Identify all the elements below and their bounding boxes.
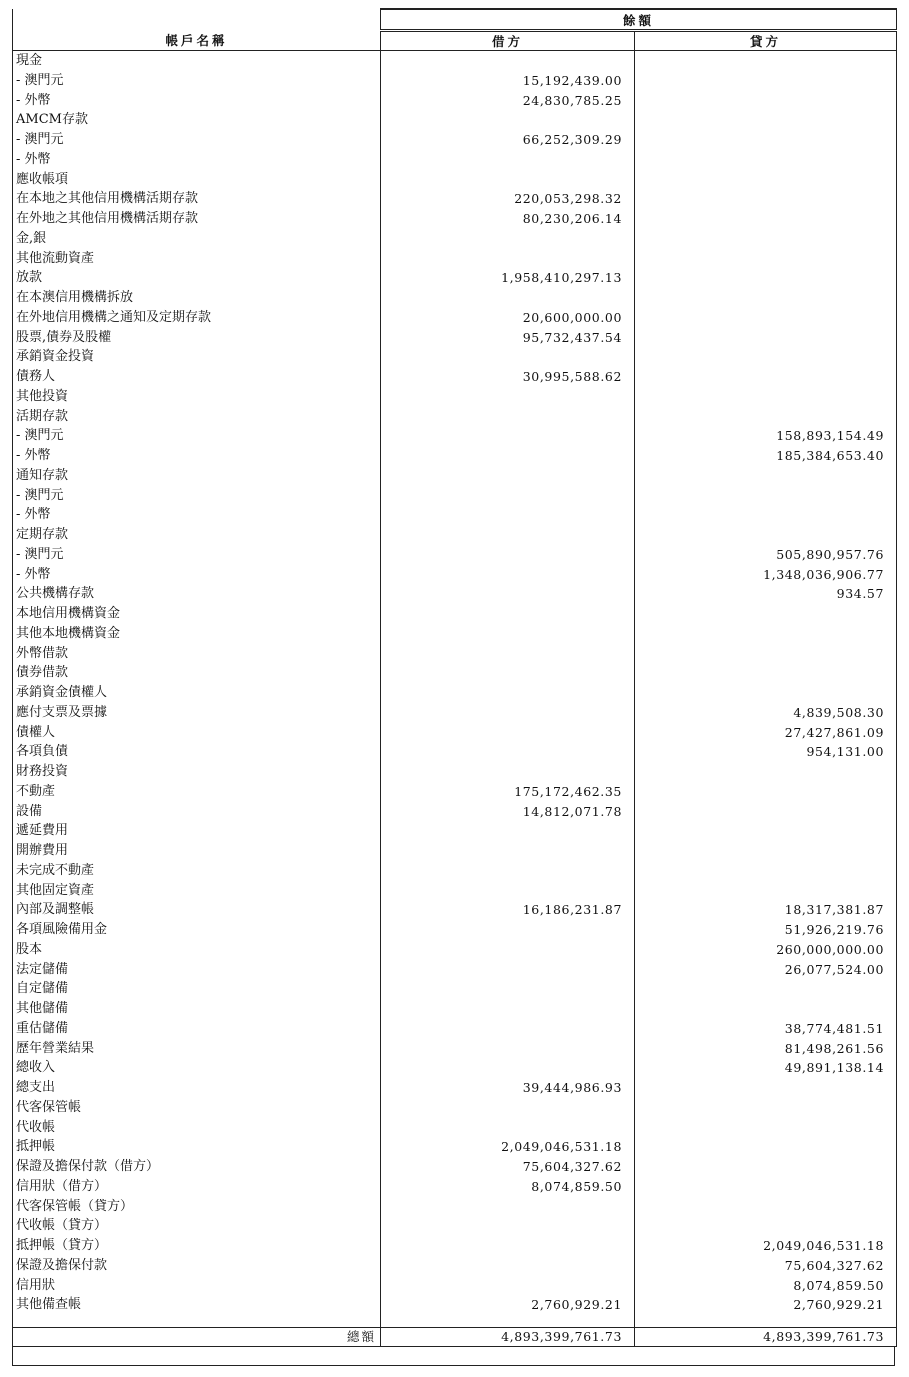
account-name: 各項風險備用金 <box>13 920 381 940</box>
credit-amount <box>635 407 897 427</box>
debit-amount: 1,958,410,297.13 <box>381 268 635 288</box>
debit-amount: 95,732,437.54 <box>381 328 635 348</box>
account-row <box>13 288 897 308</box>
credit-amount <box>635 130 897 150</box>
debit-amount <box>381 1058 635 1078</box>
credit-amount <box>635 189 897 209</box>
account-name: 不動產 <box>13 782 381 802</box>
credit-amount <box>635 1177 897 1197</box>
account-name: 總收入 <box>13 1058 381 1078</box>
debit-amount <box>381 1276 635 1296</box>
credit-amount <box>635 347 897 367</box>
account-name: 開辦費用 <box>13 841 381 861</box>
account-row <box>13 762 897 782</box>
account-row <box>13 1137 897 1157</box>
account-row <box>13 1118 897 1138</box>
account-row <box>13 130 897 150</box>
account-name-header: 帳戶名稱 <box>13 31 381 51</box>
account-name: 放款 <box>13 268 381 288</box>
credit-amount <box>635 999 897 1019</box>
credit-amount <box>635 1098 897 1118</box>
account-name: 股本 <box>13 940 381 960</box>
account-row <box>13 189 897 209</box>
account-row <box>13 979 897 999</box>
account-row <box>13 91 897 111</box>
total-label: 總額 <box>13 1328 381 1347</box>
account-row <box>13 663 897 683</box>
credit-amount <box>635 367 897 387</box>
credit-amount: 75,604,327.62 <box>635 1256 897 1276</box>
account-row <box>13 545 897 565</box>
account-row <box>13 1039 897 1059</box>
spacer-cell <box>13 1315 381 1328</box>
credit-amount <box>635 249 897 269</box>
debit-amount <box>381 762 635 782</box>
credit-amount <box>635 644 897 664</box>
account-row <box>13 110 897 130</box>
debit-amount <box>381 347 635 367</box>
debit-amount <box>381 1256 635 1276</box>
debit-amount <box>381 525 635 545</box>
credit-amount <box>635 229 897 249</box>
debit-amount <box>381 426 635 446</box>
credit-amount: 1,348,036,906.77 <box>635 565 897 585</box>
credit-amount: 260,000,000.00 <box>635 940 897 960</box>
balance-header: 餘額 <box>381 9 897 31</box>
credit-amount <box>635 268 897 288</box>
credit-amount <box>635 110 897 130</box>
debit-amount: 75,604,327.62 <box>381 1157 635 1177</box>
account-row <box>13 881 897 901</box>
account-row <box>13 742 897 762</box>
credit-amount: 934.57 <box>635 584 897 604</box>
debit-amount <box>381 505 635 525</box>
account-row <box>13 565 897 585</box>
account-row <box>13 604 897 624</box>
debit-amount: 39,444,986.93 <box>381 1078 635 1098</box>
account-row <box>13 841 897 861</box>
account-row <box>13 229 897 249</box>
account-name: 承銷資金投資 <box>13 347 381 367</box>
account-name: 保證及擔保付款 <box>13 1256 381 1276</box>
account-row <box>13 644 897 664</box>
debit-amount <box>381 861 635 881</box>
account-row <box>13 900 897 920</box>
account-name: 保證及擔保付款（借方） <box>13 1157 381 1177</box>
credit-amount <box>635 624 897 644</box>
account-row <box>13 387 897 407</box>
account-name: 金,銀 <box>13 229 381 249</box>
debit-amount <box>381 110 635 130</box>
credit-amount <box>635 525 897 545</box>
debit-amount <box>381 920 635 940</box>
account-name: 未完成不動產 <box>13 861 381 881</box>
credit-amount <box>635 821 897 841</box>
account-row <box>13 723 897 743</box>
account-row <box>13 1098 897 1118</box>
account-name: 債務人 <box>13 367 381 387</box>
credit-amount: 18,317,381.87 <box>635 900 897 920</box>
account-name: 各項負債 <box>13 742 381 762</box>
credit-amount: 26,077,524.00 <box>635 960 897 980</box>
credit-amount: 49,891,138.14 <box>635 1058 897 1078</box>
account-name: 抵押帳 <box>13 1137 381 1157</box>
account-row <box>13 1078 897 1098</box>
account-row <box>13 51 897 71</box>
account-name: 股票,債券及股權 <box>13 328 381 348</box>
account-name: 公共機構存款 <box>13 584 381 604</box>
credit-amount: 38,774,481.51 <box>635 1019 897 1039</box>
account-name: 設備 <box>13 802 381 822</box>
credit-amount <box>635 387 897 407</box>
debit-amount <box>381 1118 635 1138</box>
debit-amount <box>381 584 635 604</box>
credit-amount <box>635 150 897 170</box>
account-row <box>13 367 897 387</box>
account-name: - 澳門元 <box>13 71 381 91</box>
debit-amount <box>381 1019 635 1039</box>
credit-amount: 2,760,929.21 <box>635 1295 897 1315</box>
debit-amount <box>381 742 635 762</box>
debit-amount: 16,186,231.87 <box>381 900 635 920</box>
account-name: - 外幣 <box>13 565 381 585</box>
account-row <box>13 170 897 190</box>
debit-amount <box>381 545 635 565</box>
account-name: 法定儲備 <box>13 960 381 980</box>
debit-amount <box>381 249 635 269</box>
account-row <box>13 466 897 486</box>
credit-amount <box>635 1197 897 1217</box>
debit-amount <box>381 1236 635 1256</box>
account-name: 歷年營業結果 <box>13 1039 381 1059</box>
credit-amount <box>635 308 897 328</box>
account-name: 外幣借款 <box>13 644 381 664</box>
account-row <box>13 703 897 723</box>
account-name: 通知存款 <box>13 466 381 486</box>
debit-amount: 80,230,206.14 <box>381 209 635 229</box>
account-row <box>13 1019 897 1039</box>
debit-amount <box>381 841 635 861</box>
credit-amount: 2,049,046,531.18 <box>635 1236 897 1256</box>
credit-amount <box>635 1137 897 1157</box>
debit-amount <box>381 881 635 901</box>
account-name: 信用狀（借方） <box>13 1177 381 1197</box>
credit-amount <box>635 71 897 91</box>
account-row <box>13 505 897 525</box>
trial-balance-table <box>12 8 897 1347</box>
account-name: 在外地信用機構之通知及定期存款 <box>13 308 381 328</box>
credit-amount: 158,893,154.49 <box>635 426 897 446</box>
debit-amount <box>381 703 635 723</box>
account-row <box>13 347 897 367</box>
account-name: 代客保管帳（貸方） <box>13 1197 381 1217</box>
debit-amount <box>381 565 635 585</box>
account-row <box>13 446 897 466</box>
debit-amount: 15,192,439.00 <box>381 71 635 91</box>
account-row <box>13 802 897 822</box>
credit-amount <box>635 505 897 525</box>
debit-amount <box>381 960 635 980</box>
account-row <box>13 920 897 940</box>
account-name: 信用狀 <box>13 1276 381 1296</box>
spacer-cell <box>635 1315 897 1328</box>
credit-amount: 81,498,261.56 <box>635 1039 897 1059</box>
account-row <box>13 624 897 644</box>
credit-amount <box>635 51 897 71</box>
debit-amount: 30,995,588.62 <box>381 367 635 387</box>
debit-amount: 2,760,929.21 <box>381 1295 635 1315</box>
credit-amount <box>635 466 897 486</box>
account-row <box>13 268 897 288</box>
credit-amount <box>635 1078 897 1098</box>
credit-header: 貸方 <box>635 31 897 51</box>
credit-amount <box>635 802 897 822</box>
debit-amount: 8,074,859.50 <box>381 1177 635 1197</box>
account-name: 內部及調整帳 <box>13 900 381 920</box>
account-row <box>13 249 897 269</box>
debit-amount <box>381 466 635 486</box>
account-row <box>13 328 897 348</box>
credit-amount <box>635 1157 897 1177</box>
credit-amount: 185,384,653.40 <box>635 446 897 466</box>
total-debit: 4,893,399,761.73 <box>381 1328 635 1347</box>
header-blank-cell <box>13 9 381 31</box>
credit-amount <box>635 288 897 308</box>
account-name: 代收帳（貸方） <box>13 1216 381 1236</box>
account-name: 債權人 <box>13 723 381 743</box>
debit-amount: 175,172,462.35 <box>381 782 635 802</box>
trial-balance-sheet <box>12 8 896 1372</box>
account-row <box>13 821 897 841</box>
account-name: 債券借款 <box>13 663 381 683</box>
account-row <box>13 71 897 91</box>
credit-amount <box>635 170 897 190</box>
account-name: 在本地之其他信用機構活期存款 <box>13 189 381 209</box>
account-row <box>13 1216 897 1236</box>
credit-amount: 51,926,219.76 <box>635 920 897 940</box>
debit-amount: 20,600,000.00 <box>381 308 635 328</box>
debit-amount <box>381 229 635 249</box>
credit-amount <box>635 486 897 506</box>
account-name: 其他流動資產 <box>13 249 381 269</box>
account-row <box>13 1295 897 1315</box>
account-row <box>13 1177 897 1197</box>
account-row <box>13 1157 897 1177</box>
account-row <box>13 407 897 427</box>
credit-amount: 4,839,508.30 <box>635 703 897 723</box>
account-name: 本地信用機構資金 <box>13 604 381 624</box>
credit-amount <box>635 1216 897 1236</box>
account-row <box>13 426 897 446</box>
debit-amount <box>381 486 635 506</box>
credit-amount <box>635 841 897 861</box>
credit-amount <box>635 604 897 624</box>
footer-wrap <box>12 1347 896 1366</box>
account-row <box>13 150 897 170</box>
account-name: - 澳門元 <box>13 130 381 150</box>
debit-amount <box>381 644 635 664</box>
account-name: 應收帳項 <box>13 170 381 190</box>
credit-amount <box>635 91 897 111</box>
account-name: - 澳門元 <box>13 545 381 565</box>
account-name: - 外幣 <box>13 446 381 466</box>
account-name: 其他本地機構資金 <box>13 624 381 644</box>
account-name: AMCM存款 <box>13 110 381 130</box>
account-name: 在外地之其他信用機構活期存款 <box>13 209 381 229</box>
account-name: - 外幣 <box>13 505 381 525</box>
debit-amount: 220,053,298.32 <box>381 189 635 209</box>
account-name: - 外幣 <box>13 150 381 170</box>
debit-amount: 2,049,046,531.18 <box>381 1137 635 1157</box>
debit-amount <box>381 170 635 190</box>
account-row <box>13 1058 897 1078</box>
debit-amount <box>381 1197 635 1217</box>
footer-box <box>12 1347 895 1366</box>
debit-amount <box>381 683 635 703</box>
credit-amount: 505,890,957.76 <box>635 545 897 565</box>
account-name: - 澳門元 <box>13 486 381 506</box>
account-name: 重估儲備 <box>13 1019 381 1039</box>
debit-amount: 24,830,785.25 <box>381 91 635 111</box>
total-row <box>13 1328 897 1347</box>
account-row <box>13 584 897 604</box>
account-row <box>13 940 897 960</box>
credit-amount <box>635 328 897 348</box>
credit-amount <box>635 881 897 901</box>
debit-header: 借方 <box>381 31 635 51</box>
debit-amount <box>381 624 635 644</box>
account-name: 其他備查帳 <box>13 1295 381 1315</box>
account-row <box>13 1276 897 1296</box>
account-row <box>13 1236 897 1256</box>
credit-amount: 954,131.00 <box>635 742 897 762</box>
debit-amount <box>381 51 635 71</box>
account-name: 財務投資 <box>13 762 381 782</box>
debit-amount <box>381 940 635 960</box>
account-row <box>13 960 897 980</box>
debit-amount <box>381 387 635 407</box>
debit-amount <box>381 999 635 1019</box>
account-name: 定期存款 <box>13 525 381 545</box>
credit-amount <box>635 782 897 802</box>
debit-amount <box>381 1098 635 1118</box>
debit-amount <box>381 288 635 308</box>
account-rows <box>13 51 897 1316</box>
account-name: 在本澳信用機構拆放 <box>13 288 381 308</box>
account-name: 代收帳 <box>13 1118 381 1138</box>
debit-amount <box>381 979 635 999</box>
credit-amount <box>635 209 897 229</box>
account-name: 其他固定資產 <box>13 881 381 901</box>
account-name: 抵押帳（貸方） <box>13 1236 381 1256</box>
debit-amount <box>381 407 635 427</box>
account-name: 其他投資 <box>13 387 381 407</box>
credit-amount <box>635 683 897 703</box>
account-row <box>13 308 897 328</box>
account-row <box>13 486 897 506</box>
account-name: 自定儲備 <box>13 979 381 999</box>
credit-amount <box>635 762 897 782</box>
credit-amount <box>635 979 897 999</box>
debit-amount <box>381 1216 635 1236</box>
credit-amount: 27,427,861.09 <box>635 723 897 743</box>
account-name: 活期存款 <box>13 407 381 427</box>
credit-amount <box>635 663 897 683</box>
account-row <box>13 683 897 703</box>
debit-amount: 14,812,071.78 <box>381 802 635 822</box>
spacer-cell <box>381 1315 635 1328</box>
debit-amount <box>381 663 635 683</box>
account-name: 應付支票及票據 <box>13 703 381 723</box>
account-name: - 外幣 <box>13 91 381 111</box>
debit-amount <box>381 723 635 743</box>
account-name: 遞延費用 <box>13 821 381 841</box>
account-name: 總支出 <box>13 1078 381 1098</box>
debit-amount: 66,252,309.29 <box>381 130 635 150</box>
account-row <box>13 209 897 229</box>
total-credit: 4,893,399,761.73 <box>635 1328 897 1347</box>
debit-amount <box>381 150 635 170</box>
account-row <box>13 525 897 545</box>
debit-amount <box>381 1039 635 1059</box>
account-name: 承銷資金債權人 <box>13 683 381 703</box>
account-name: 代客保管帳 <box>13 1098 381 1118</box>
account-name: 其他儲備 <box>13 999 381 1019</box>
debit-amount <box>381 446 635 466</box>
credit-amount <box>635 861 897 881</box>
account-name: - 澳門元 <box>13 426 381 446</box>
account-row <box>13 1197 897 1217</box>
credit-amount <box>635 1118 897 1138</box>
account-name: 現金 <box>13 51 381 71</box>
account-row <box>13 782 897 802</box>
debit-amount <box>381 604 635 624</box>
debit-amount <box>381 821 635 841</box>
account-row <box>13 861 897 881</box>
credit-amount: 8,074,859.50 <box>635 1276 897 1296</box>
account-row <box>13 999 897 1019</box>
account-row <box>13 1256 897 1276</box>
